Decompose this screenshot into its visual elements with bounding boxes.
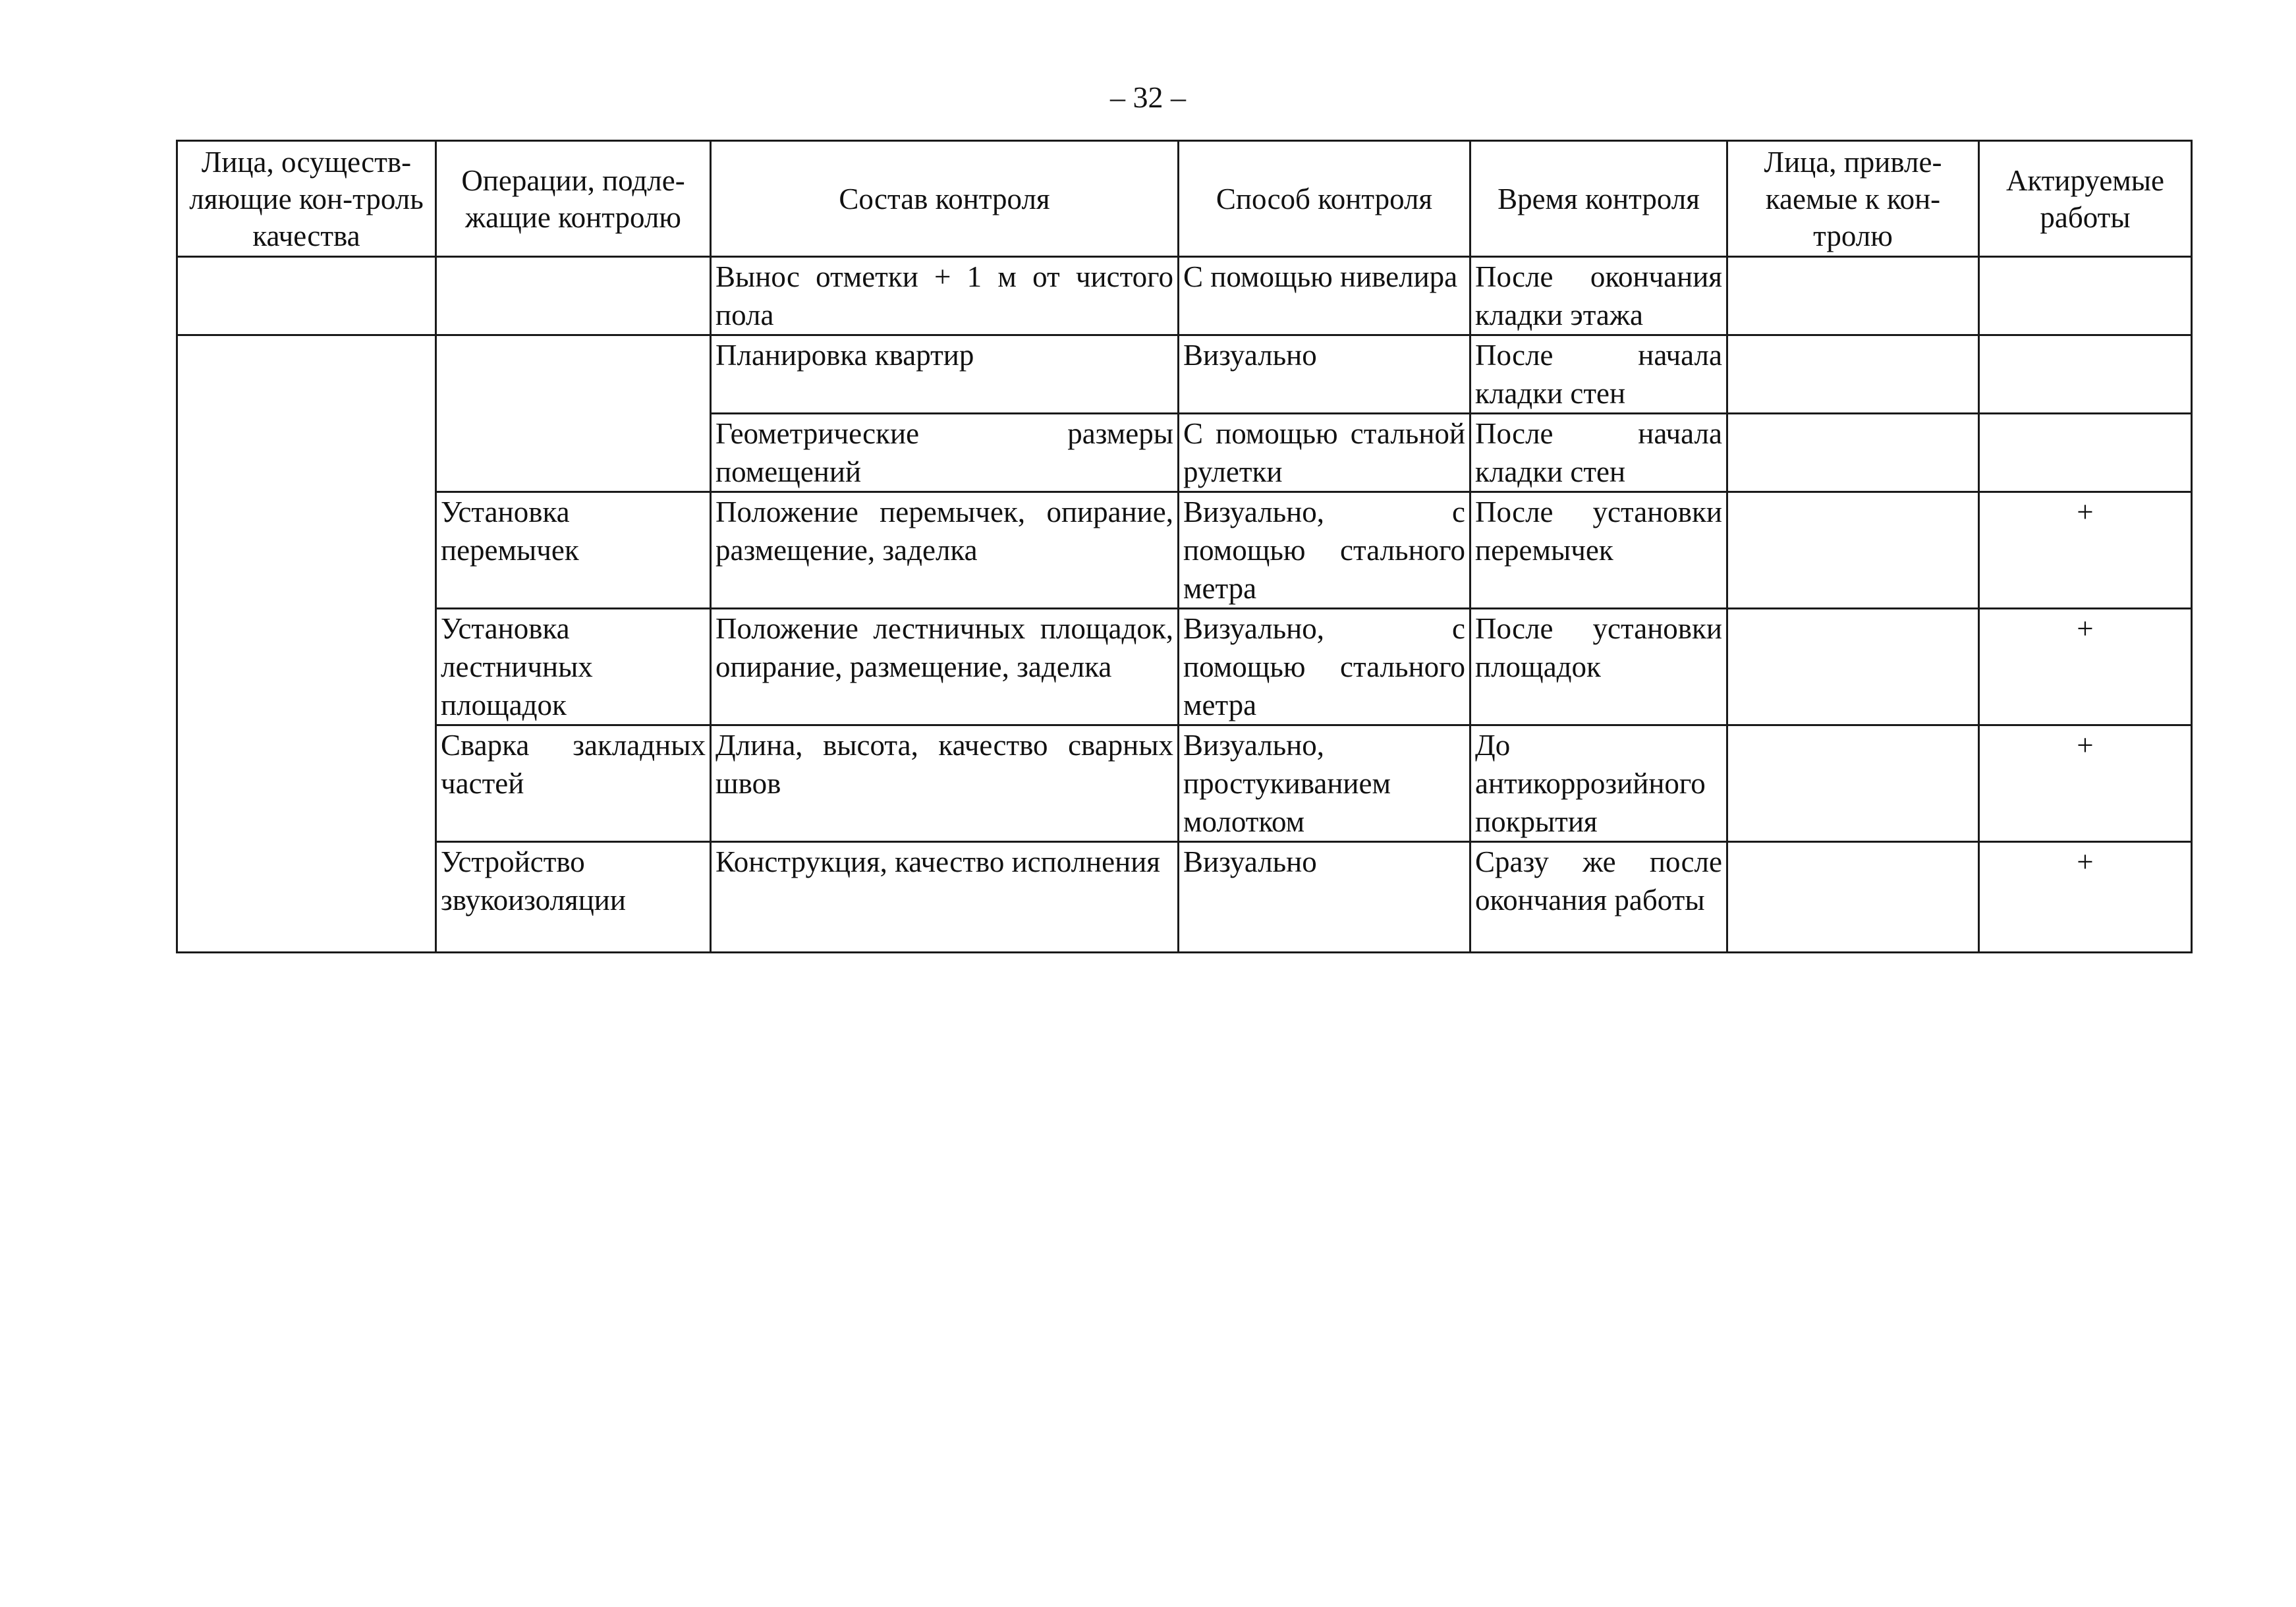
- time-cell: После установки перемычек: [1470, 492, 1727, 609]
- invited-cell: [1727, 335, 1979, 414]
- time-cell: После установки площадок: [1470, 609, 1727, 725]
- method-cell: Визуально: [1179, 842, 1470, 953]
- operation-cell: Установка перемычек: [436, 492, 711, 609]
- header-operations: Операции, подле-жащие контролю: [436, 141, 711, 257]
- invited-cell: [1727, 257, 1979, 335]
- method-cell: С помощью нивелира: [1179, 257, 1470, 335]
- time-cell: После окончания кладки этажа: [1470, 257, 1727, 335]
- composition-cell: Вынос отметки + 1 м от чистого пола: [711, 257, 1179, 335]
- header-method: Способ контроля: [1179, 141, 1470, 257]
- time-cell: До антикоррозийного покрытия: [1470, 725, 1727, 842]
- method-cell: Визуально, с помощью стального метра: [1179, 492, 1470, 609]
- time-cell: После начала кладки стен: [1470, 414, 1727, 492]
- table-row: [177, 609, 2192, 725]
- time-cell: Сразу же после окончания работы: [1470, 842, 1727, 953]
- composition-cell: Длина, высота, качество сварных швов: [711, 725, 1179, 842]
- header-invited: Лица, привле-каемые к кон-тролю: [1727, 141, 1979, 257]
- quality-control-table: [176, 140, 2193, 953]
- acted-cell: [1979, 335, 2192, 414]
- table-row: [177, 725, 2192, 842]
- table-row: [177, 257, 2192, 335]
- table-row: [177, 842, 2192, 953]
- method-cell: Визуально, простукиванием молотком: [1179, 725, 1470, 842]
- acted-cell: +: [1979, 609, 2192, 725]
- header-time: Время контроля: [1470, 141, 1727, 257]
- composition-cell: Геометрические размеры помещений: [711, 414, 1179, 492]
- time-cell: После начала кладки стен: [1470, 335, 1727, 414]
- composition-cell: Положение перемычек, опирание, размещение, заделка: [711, 492, 1179, 609]
- table-row: [177, 492, 2192, 609]
- operation-cell-merged: [436, 335, 711, 492]
- operation-cell: Сварка закладных частей: [436, 725, 711, 842]
- operation-cell: Устройство звукоизоляции: [436, 842, 711, 953]
- acted-cell: [1979, 257, 2192, 335]
- acted-cell: +: [1979, 842, 2192, 953]
- acted-cell: +: [1979, 492, 2192, 609]
- method-cell: Визуально: [1179, 335, 1470, 414]
- header-composition: Состав контроля: [711, 141, 1179, 257]
- composition-cell: Конструкция, качество исполнения: [711, 842, 1179, 953]
- controllers-cell: [177, 257, 436, 335]
- operation-cell: Установка лестничных площадок: [436, 609, 711, 725]
- invited-cell: [1727, 492, 1979, 609]
- header-controllers: Лица, осуществ-ляющие кон-троль качества: [177, 141, 436, 257]
- acted-cell: +: [1979, 725, 2192, 842]
- acted-cell: [1979, 414, 2192, 492]
- method-cell: Визуально, с помощью стального метра: [1179, 609, 1470, 725]
- invited-cell: [1727, 842, 1979, 953]
- page-number: – 32 –: [1110, 80, 1186, 114]
- composition-cell: Планировка квартир: [711, 335, 1179, 414]
- invited-cell: [1727, 414, 1979, 492]
- table-row: [177, 335, 2192, 414]
- header-acted-works: Актируемые работы: [1979, 141, 2192, 257]
- operation-cell: [436, 257, 711, 335]
- invited-cell: [1727, 725, 1979, 842]
- method-cell: С помощью стальной рулетки: [1179, 414, 1470, 492]
- composition-cell: Положение лестничных площадок, опирание, размещение, заделка: [711, 609, 1179, 725]
- invited-cell: [1727, 609, 1979, 725]
- controllers-cell-merged: [177, 335, 436, 953]
- table-header-row: [177, 141, 2192, 257]
